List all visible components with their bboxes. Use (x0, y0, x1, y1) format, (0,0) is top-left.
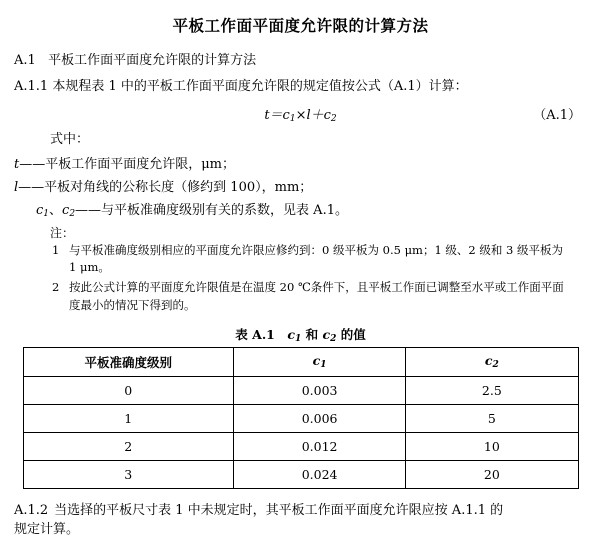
note-index: 2 (52, 280, 60, 295)
notes-list (52, 242, 573, 315)
note-text: 按此公式计算的平面度允许限值是在温度 20 ℃条件下，且平板工作面已调整至水平或工作面平面度最小的情况下得到的。 (69, 280, 564, 313)
note-text: 与平板准确度级别相应的平面度允许限应修约到：0 级平板为 0.5 μm；1 级、2 级和 3 级平板为 1 μm。 (69, 242, 564, 275)
formula-number: （A.1） (533, 107, 581, 123)
table-cell-c2: 5 (406, 404, 578, 432)
definition-l-text: ——平板对角线的公称长度（修约到 100），mm； (18, 179, 313, 195)
section-a1-heading (14, 52, 587, 71)
table-cell-c2: 2.5 (406, 376, 578, 404)
where-label: 式中： (50, 131, 90, 147)
table-cell-grade: 0 (23, 376, 233, 404)
table-cell-c2: 10 (406, 432, 578, 460)
note-index: 1 (52, 242, 60, 257)
section-a11-text: 本规程表 1 中的平板工作面平面度允许限的规定值按公式（A.1）计算： (52, 78, 468, 94)
section-a12-text: 当选择的平板尺寸表 1 中未规定时，其平板工作面平面度允许限应按 A.1.1 的 (54, 502, 504, 518)
definition-t-text: ——平板工作面平面度允许限，μm； (19, 157, 236, 173)
table-cell-grade: 2 (23, 432, 233, 460)
table-caption: 表 A.1 $c_1$ 和 $c_2$ 的值 (235, 326, 366, 344)
table-cell-c1: 0.024 (233, 460, 405, 488)
table-header-row (23, 347, 578, 376)
definition-l: l——平板对角线的公称长度（修约到 100），mm； (14, 179, 313, 195)
section-a12-number: A.1.2 (14, 502, 49, 518)
coefficient-table (23, 347, 579, 489)
formula-body: $t=c_1\times l+c_2$ (264, 107, 337, 124)
table-cell-grade: 3 (23, 460, 233, 488)
table-header-cell: $c_1$ (233, 347, 405, 376)
section-a1-title: 平板工作面平面度允许限的计算方法 (48, 53, 257, 68)
section-a12-continuation: 规定计算。 (14, 522, 80, 538)
notes-label: 注： (50, 225, 75, 240)
table-cell-c1: 0.003 (233, 376, 405, 404)
table-cell-c1: 0.012 (233, 432, 405, 460)
section-a11-heading (14, 78, 587, 97)
definition-t: t——平板工作面平面度允许限，μm； (14, 157, 236, 173)
table-header-cell: 平板准确度级别 (23, 347, 233, 376)
definition-c-text: ——与平板准确度级别有关的系数，见表 A.1。 (75, 202, 348, 218)
section-a12 (14, 501, 587, 521)
note-item (52, 279, 573, 315)
definition-c: $c_1$、$c_2——$与平板准确度级别有关的系数，见表 A.1。 (36, 202, 348, 219)
section-a1-number: A.1 (14, 53, 36, 68)
table-cell-c1: 0.006 (233, 404, 405, 432)
note-item (52, 242, 573, 278)
table-row (23, 460, 578, 488)
table-row (23, 376, 578, 404)
table-row (23, 404, 578, 432)
table-header-cell: $c_2$ (406, 347, 578, 376)
page-title: 平板工作面平面度允许限的计算方法 (172, 16, 429, 35)
section-a11-number: A.1.1 (14, 78, 49, 94)
formula-a1 (14, 104, 587, 124)
table-cell-grade: 1 (23, 404, 233, 432)
table-cell-c2: 20 (406, 460, 578, 488)
table-row (23, 432, 578, 460)
